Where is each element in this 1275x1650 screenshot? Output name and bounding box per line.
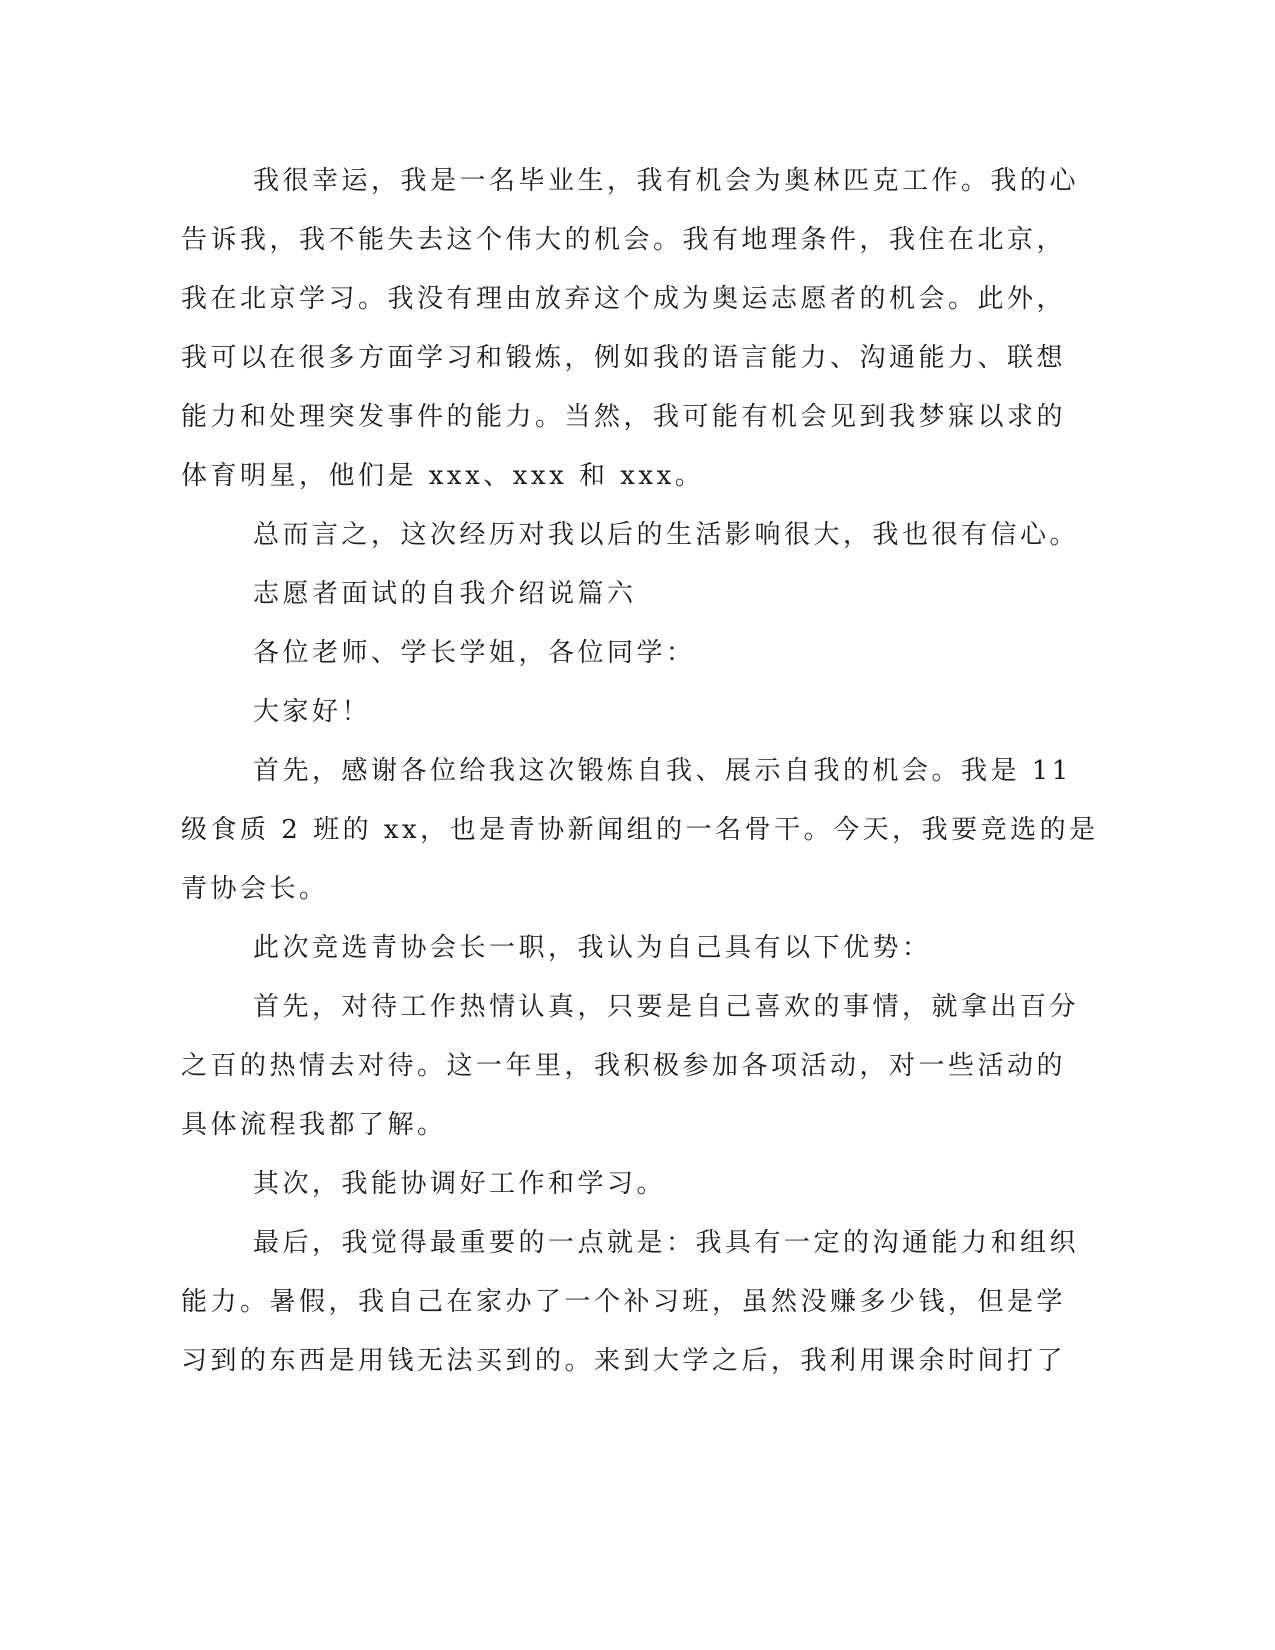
paragraph-line: 能力。暑假，我自己在家办了一个补习班，虽然没赚多少钱，但是学 bbox=[181, 1287, 1067, 1317]
paragraph-line: 具体流程我都了解。 bbox=[181, 1110, 447, 1140]
paragraph-line: 首先，对待工作热情认真，只要是自己喜欢的事情，就拿出百分 bbox=[253, 992, 1080, 1022]
greeting: 大家好！ bbox=[253, 697, 372, 727]
paragraph-line: 此次竞选青协会长一职，我认为自己具有以下优势： bbox=[253, 933, 932, 963]
paragraph-line: 其次，我能协调好工作和学习。 bbox=[253, 1169, 667, 1199]
paragraph-line: 我很幸运，我是一名毕业生，我有机会为奥林匹克工作。我的心 bbox=[253, 166, 1080, 196]
paragraph-line: 习到的东西是用钱无法买到的。来到大学之后，我利用课余时间打了 bbox=[181, 1346, 1067, 1376]
paragraph-line: 首先，感谢各位给我这次锻炼自我、展示自我的机会。我是 11 bbox=[253, 756, 1072, 786]
paragraph-line: 级食质 2 班的 xx，也是青协新闻组的一名骨干。今天，我要竞选的是 bbox=[181, 815, 1099, 845]
paragraph-line: 体育明星，他们是 xxx、xxx 和 xxx。 bbox=[181, 461, 705, 491]
document-body bbox=[181, 152, 1099, 1391]
salutation: 各位老师、学长学姐，各位同学： bbox=[253, 638, 696, 668]
paragraph-line: 我可以在很多方面学习和锻炼，例如我的语言能力、沟通能力、联想 bbox=[181, 343, 1067, 373]
paragraph-line: 青协会长。 bbox=[181, 874, 329, 904]
paragraph-line: 我在北京学习。我没有理由放弃这个成为奥运志愿者的机会。此外， bbox=[181, 284, 1067, 314]
paragraph-line: 之百的热情去对待。这一年里，我积极参加各项活动，对一些活动的 bbox=[181, 1051, 1067, 1081]
paragraph-line: 总而言之，这次经历对我以后的生活影响很大，我也很有信心。 bbox=[253, 520, 1080, 550]
paragraph-line: 能力和处理突发事件的能力。当然，我可能有机会见到我梦寐以求的 bbox=[181, 402, 1067, 432]
paragraph-line: 告诉我，我不能失去这个伟大的机会。我有地理条件，我住在北京， bbox=[181, 225, 1067, 255]
paragraph-line: 最后，我觉得最重要的一点就是：我具有一定的沟通能力和组织 bbox=[253, 1228, 1080, 1258]
section-heading: 志愿者面试的自我介绍说篇六 bbox=[253, 579, 637, 609]
